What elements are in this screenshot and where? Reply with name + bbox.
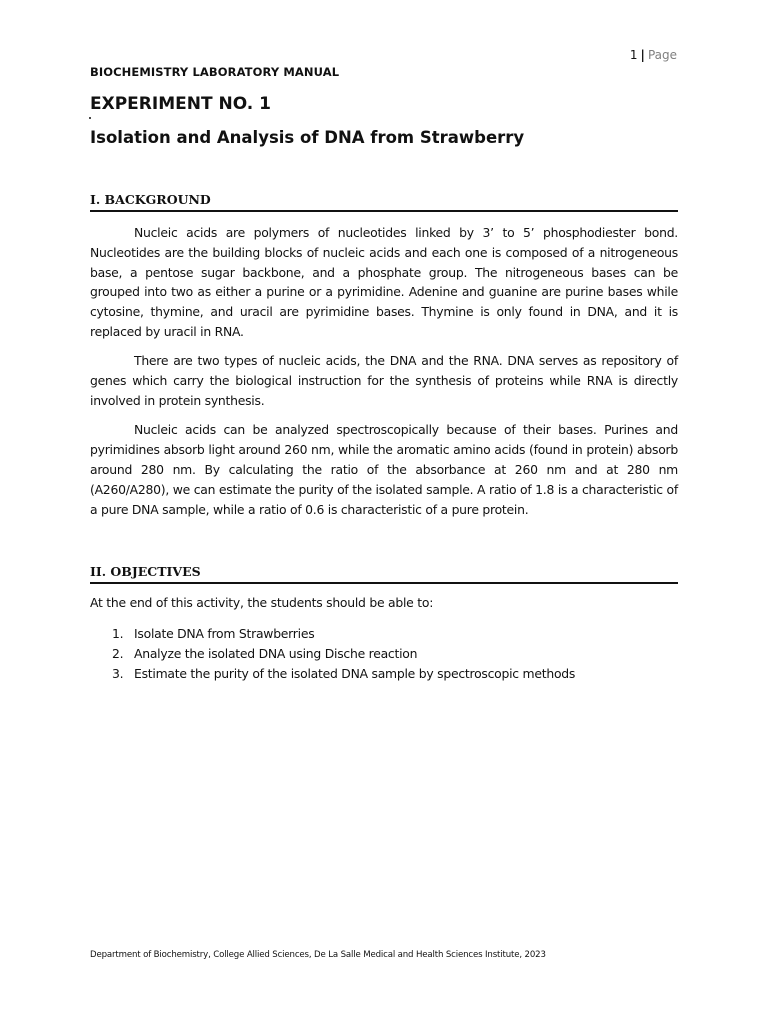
experiment-number: EXPERIMENT NO. 1	[90, 94, 271, 114]
page-number-label: Page	[647, 48, 677, 62]
page-number	[630, 47, 677, 63]
manual-title: BIOCHEMISTRY LABORATORY MANUAL	[90, 65, 340, 79]
page-number-value: 1	[629, 48, 638, 62]
objective-text: Estimate the purity of the isolated DNA sample by spectroscopic methods	[134, 665, 576, 681]
experiment-title: Isolation and Analysis of DNA from Strawberry	[90, 128, 525, 147]
background-body	[90, 223, 678, 529]
objective-marker: 1.	[112, 626, 124, 641]
page-number-separator: |	[640, 48, 645, 62]
background-paragraph: There are two types of nucleic acids, the DNA and the RNA. DNA serves as repository of genes which carry the biological instruction for the synthesis of proteins while RNA is directly involved in protein synthesis.	[90, 353, 678, 408]
background-heading: I. BACKGROUND	[90, 192, 678, 212]
background-paragraph: Nucleic acids are polymers of nucleotides linked by 3’ to 5’ phosphodiester bond. Nucleotides are the building blocks of nucleic acids and each one is composed of a nitrogeneous base, a pentose sugar backbone, and a phosphate group. The nitrogeneous bases can be grouped into two as either a purine or a pyrimidine. Adenine and guanine are purine bases while cytosine, thymine, and uracil are pyrimidine bases. Thymine is only found in DNA, and it is replaced by uracil in RNA.	[90, 225, 678, 339]
objective-marker: 3.	[112, 665, 124, 681]
objectives-intro: At the end of this activity, the students should be able to:	[90, 595, 434, 610]
objectives-list	[90, 624, 678, 683]
objective-text: Analyze the isolated DNA using Dische reaction	[134, 645, 418, 661]
objective-text: Isolate DNA from Strawberries	[134, 626, 315, 641]
objective-item	[90, 664, 678, 684]
objective-marker: 2.	[112, 645, 124, 661]
background-paragraph: Nucleic acids can be analyzed spectroscopically because of their bases. Purines and pyrimidines absorb light around 260 nm, while the aromatic amino acids (found in protein) absorb around 280 nm. By calculating the ratio of the absorbance at 260 nm and at 280 nm (A260/A280), we can estimate the purity of the isolated sample. A ratio of 1.8 is a characteristic of a pure DNA sample, while a ratio of 0.6 is characteristic of a pure protein.	[90, 422, 678, 517]
page-footer: Department of Biochemistry, College Allied Sciences, De La Salle Medical and Health Sciences Institute, 2023	[90, 950, 546, 960]
stray-dot	[89, 117, 91, 119]
objective-item	[90, 644, 678, 664]
objective-item	[90, 624, 678, 644]
objectives-heading: II. OBJECTIVES	[90, 564, 678, 584]
